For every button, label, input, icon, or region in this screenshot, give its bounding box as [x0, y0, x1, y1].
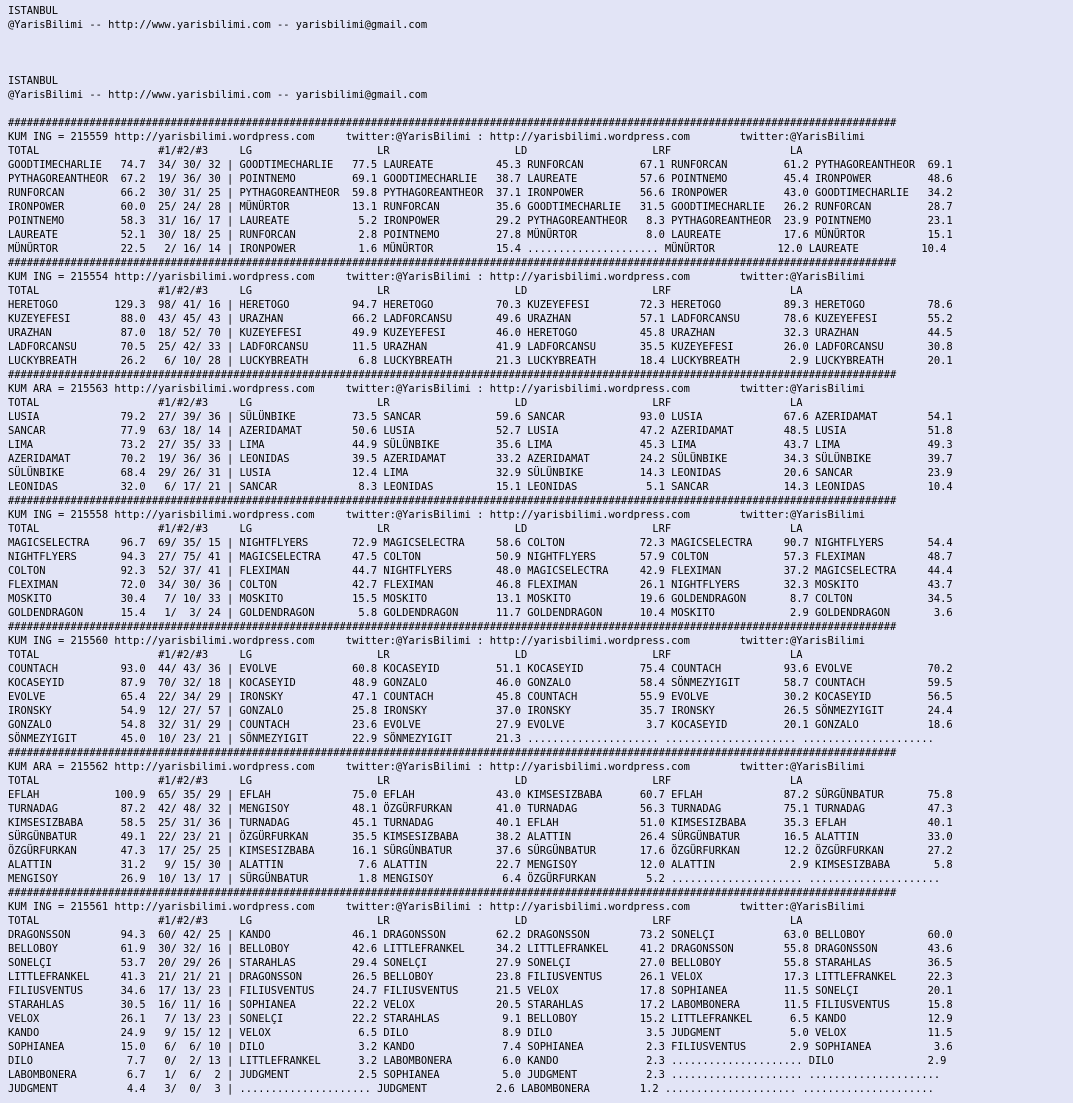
horse-row: STARAHLAS 30.5 16/ 11/ 16 | SOPHIANEA 22.2 VELOX 20.5 STARAHLAS 17.2 LABOMBONERA 11.5 FILIUSVENTUS 15.8 — [8, 999, 953, 1011]
horse-row: COLTON 92.3 52/ 37/ 41 | FLEXIMAN 44.7 NIGHTFLYERS 48.0 MAGICSELECTRA 42.9 FLEXIMAN 37.2 MAGICSELECTRA 44.4 — [8, 565, 953, 577]
horse-row: SÖNMEZYIGIT 45.0 10/ 23/ 21 | SÖNMEZYIGIT 22.9 SÖNMEZYIGIT 21.3 ..................... ..................... ..................... — [8, 733, 934, 745]
race-header-line: KUM ARA = 215563 http://yarisbilimi.wordpress.com twitter:@YarisBilimi : http://yarisbilimi.wordpress.com twitter:@YarisBilimi — [8, 383, 866, 395]
horse-row: PYTHAGOREANTHEOR 67.2 19/ 36/ 30 | POINTNEMO 69.1 GOODTIMECHARLIE 38.7 LAUREATE 57.6 POINTNEMO 45.4 IRONPOWER 48.6 — [8, 173, 953, 185]
contact-line: @YarisBilimi -- http://www.yarisbilimi.com -- yarisbilimi@gmail.com — [8, 89, 428, 101]
horse-row: BELLOBOY 61.9 30/ 32/ 16 | BELLOBOY 42.6 LITTLEFRANKEL 34.2 LITTLEFRANKEL 41.2 DRAGONSSON 55.8 DRAGONSSON 43.6 — [8, 943, 953, 955]
horse-row: MOSKITO 30.4 7/ 10/ 33 | MOSKITO 15.5 MOSKITO 13.1 MOSKITO 19.6 GOLDENDRAGON 8.7 COLTON 34.5 — [8, 593, 953, 605]
column-header-line: TOTAL #1/#2/#3 LG LR LD LRF LA — [8, 523, 803, 535]
horse-row: URAZHAN 87.0 18/ 52/ 70 | KUZEYEFESI 49.9 KUZEYEFESI 46.0 HERETOGO 45.8 URAZHAN 32.3 URAZHAN 44.5 — [8, 327, 953, 339]
section-separator: ############################################################################################################################################## — [8, 747, 897, 759]
city-title: ISTANBUL — [8, 75, 59, 87]
race-header-line: KUM ING = 215554 http://yarisbilimi.wordpress.com twitter:@YarisBilimi : http://yarisbilimi.wordpress.com twitter:@YarisBilimi — [8, 271, 866, 283]
horse-row: GONZALO 54.8 32/ 31/ 29 | COUNTACH 23.6 EVOLVE 27.9 EVOLVE 3.7 KOCASEYID 20.1 GONZALO 18.6 — [8, 719, 953, 731]
horse-row: FILIUSVENTUS 34.6 17/ 13/ 23 | FILIUSVENTUS 24.7 FILIUSVENTUS 21.5 VELOX 17.8 SOPHIANEA 11.5 SONELÇI 20.1 — [8, 985, 953, 997]
column-header-line: TOTAL #1/#2/#3 LG LR LD LRF LA — [8, 649, 803, 661]
horse-row: AZERIDAMAT 70.2 19/ 36/ 36 | LEONIDAS 39.5 AZERIDAMAT 33.2 AZERIDAMAT 24.2 SÜLÜNBIKE 34.3 SÜLÜNBIKE 39.7 — [8, 453, 953, 465]
horse-row: DRAGONSSON 94.3 60/ 42/ 25 | KANDO 46.1 DRAGONSSON 62.2 DRAGONSSON 73.2 SONELÇI 63.0 BELLOBOY 60.0 — [8, 929, 953, 941]
horse-row: ÖZGÜRFURKAN 47.3 17/ 25/ 25 | KIMSESIZBABA 16.1 SÜRGÜNBATUR 37.6 SÜRGÜNBATUR 17.6 ÖZGÜRFURKAN 12.2 ÖZGÜRFURKAN 27.2 — [8, 845, 953, 857]
section-separator: ############################################################################################################################################## — [8, 621, 897, 633]
horse-row: TURNADAG 87.2 42/ 48/ 32 | MENGISOY 48.1 ÖZGÜRFURKAN 41.0 TURNADAG 56.3 TURNADAG 75.1 TURNADAG 47.3 — [8, 803, 953, 815]
horse-row: FLEXIMAN 72.0 34/ 30/ 36 | COLTON 42.7 FLEXIMAN 46.8 FLEXIMAN 26.1 NIGHTFLYERS 32.3 MOSKITO 43.7 — [8, 579, 953, 591]
race-header-line: KUM ING = 215561 http://yarisbilimi.wordpress.com twitter:@YarisBilimi : http://yarisbilimi.wordpress.com twitter:@YarisBilimi — [8, 901, 866, 913]
race-header-line: KUM ING = 215558 http://yarisbilimi.wordpress.com twitter:@YarisBilimi : http://yarisbilimi.wordpress.com twitter:@YarisBilimi — [8, 509, 866, 521]
horse-row: EVOLVE 65.4 22/ 34/ 29 | IRONSKY 47.1 COUNTACH 45.8 COUNTACH 55.9 EVOLVE 30.2 KOCASEYID 56.5 — [8, 691, 953, 703]
horse-row: LITTLEFRANKEL 41.3 21/ 21/ 21 | DRAGONSSON 26.5 BELLOBOY 23.8 FILIUSVENTUS 26.1 VELOX 17.3 LITTLEFRANKEL 22.3 — [8, 971, 953, 983]
horse-row: LIMA 73.2 27/ 35/ 33 | LIMA 44.9 SÜLÜNBIKE 35.6 LIMA 45.3 LIMA 43.7 LIMA 49.3 — [8, 439, 953, 451]
blank-line — [8, 46, 1073, 60]
horse-row: MÜNÜRTOR 22.5 2/ 16/ 14 | IRONPOWER 1.6 MÜNÜRTOR 15.4 ..................... MÜNÜRTOR 12.0 LAUREATE 10.4 — [8, 243, 947, 255]
city-title: ISTANBUL — [8, 5, 59, 17]
horse-row: KIMSESIZBABA 58.5 25/ 31/ 36 | TURNADAG 45.1 TURNADAG 40.1 EFLAH 51.0 KIMSESIZBABA 35.3 EFLAH 40.1 — [8, 817, 953, 829]
horse-row: MENGISOY 26.9 10/ 13/ 17 | SÜRGÜNBATUR 1.8 MENGISOY 6.4 ÖZGÜRFURKAN 5.2 ..................... ..................... — [8, 873, 941, 885]
horse-row: LAUREATE 52.1 30/ 18/ 25 | RUNFORCAN 2.8 POINTNEMO 27.8 MÜNÜRTOR 8.0 LAUREATE 17.6 MÜNÜRTOR 15.1 — [8, 229, 953, 241]
section-separator: ############################################################################################################################################## — [8, 887, 897, 899]
horse-row: KUZEYEFESI 88.0 43/ 45/ 43 | URAZHAN 66.2 LADFORCANSU 49.6 URAZHAN 57.1 LADFORCANSU 78.6 KUZEYEFESI 55.2 — [8, 313, 953, 325]
race-header-line: KUM ING = 215560 http://yarisbilimi.wordpress.com twitter:@YarisBilimi : http://yarisbilimi.wordpress.com twitter:@YarisBilimi — [8, 635, 866, 647]
horse-row: MAGICSELECTRA 96.7 69/ 35/ 15 | NIGHTFLYERS 72.9 MAGICSELECTRA 58.6 COLTON 72.3 MAGICSELECTRA 90.7 NIGHTFLYERS 54.4 — [8, 537, 953, 549]
horse-row: ALATTIN 31.2 9/ 15/ 30 | ALATTIN 7.6 ALATTIN 22.7 MENGISOY 12.0 ALATTIN 2.9 KIMSESIZBABA 5.8 — [8, 859, 953, 871]
column-header-line: TOTAL #1/#2/#3 LG LR LD LRF LA — [8, 397, 803, 409]
column-header-line: TOTAL #1/#2/#3 LG LR LD LRF LA — [8, 775, 803, 787]
horse-row: GOLDENDRAGON 15.4 1/ 3/ 24 | GOLDENDRAGON 5.8 GOLDENDRAGON 11.7 GOLDENDRAGON 10.4 MOSKITO 2.9 GOLDENDRAGON 3.6 — [8, 607, 953, 619]
blank-line — [8, 32, 1073, 46]
horse-row: RUNFORCAN 66.2 30/ 31/ 25 | PYTHAGOREANTHEOR 59.8 PYTHAGOREANTHEOR 37.1 IRONPOWER 56.6 IRONPOWER 43.0 GOODTIMECHARLIE 34.2 — [8, 187, 953, 199]
section-separator: ############################################################################################################################################## — [8, 257, 897, 269]
horse-row: EFLAH 100.9 65/ 35/ 29 | EFLAH 75.0 EFLAH 43.0 KIMSESIZBABA 60.7 EFLAH 87.2 SÜRGÜNBATUR 75.8 — [8, 789, 953, 801]
horse-row: DILO 7.7 0/ 2/ 13 | LITTLEFRANKEL 3.2 LABOMBONERA 6.0 KANDO 2.3 ..................... DILO 2.9 — [8, 1055, 947, 1067]
horse-row: SÜLÜNBIKE 68.4 29/ 26/ 31 | LUSIA 12.4 LIMA 32.9 SÜLÜNBIKE 14.3 LEONIDAS 20.6 SANCAR 23.9 — [8, 467, 953, 479]
column-header-line: TOTAL #1/#2/#3 LG LR LD LRF LA — [8, 915, 803, 927]
horse-row: LUCKYBREATH 26.2 6/ 10/ 28 | LUCKYBREATH 6.8 LUCKYBREATH 21.3 LUCKYBREATH 18.4 LUCKYBREATH 2.9 LUCKYBREATH 20.1 — [8, 355, 953, 367]
horse-row: COUNTACH 93.0 44/ 43/ 36 | EVOLVE 60.8 KOCASEYID 51.1 KOCASEYID 75.4 COUNTACH 93.6 EVOLVE 70.2 — [8, 663, 953, 675]
horse-row: SONELÇI 53.7 20/ 29/ 26 | STARAHLAS 29.4 SONELÇI 27.9 SONELÇI 27.0 BELLOBOY 55.8 STARAHLAS 36.5 — [8, 957, 953, 969]
section-separator: ############################################################################################################################################## — [8, 495, 897, 507]
column-header-line: TOTAL #1/#2/#3 LG LR LD LRF LA — [8, 145, 803, 157]
horse-row: KOCASEYID 87.9 70/ 32/ 18 | KOCASEYID 48.9 GONZALO 46.0 GONZALO 58.4 SÖNMEZYIGIT 58.7 COUNTACH 59.5 — [8, 677, 953, 689]
horse-row: SÜRGÜNBATUR 49.1 22/ 23/ 21 | ÖZGÜRFURKAN 35.5 KIMSESIZBABA 38.2 ALATTIN 26.4 SÜRGÜNBATUR 16.5 ALATTIN 33.0 — [8, 831, 953, 843]
horse-row: POINTNEMO 58.3 31/ 16/ 17 | LAUREATE 5.2 IRONPOWER 29.2 PYTHAGOREANTHEOR 8.3 PYTHAGOREANTHEOR 23.9 POINTNEMO 23.1 — [8, 215, 953, 227]
race-header-line: KUM ARA = 215562 http://yarisbilimi.wordpress.com twitter:@YarisBilimi : http://yarisbilimi.wordpress.com twitter:@YarisBilimi — [8, 761, 866, 773]
horse-row: SOPHIANEA 15.0 6/ 6/ 10 | DILO 3.2 KANDO 7.4 SOPHIANEA 2.3 FILIUSVENTUS 2.9 SOPHIANEA 3.6 — [8, 1041, 953, 1053]
race-header-line: KUM ING = 215559 http://yarisbilimi.wordpress.com twitter:@YarisBilimi : http://yarisbilimi.wordpress.com twitter:@YarisBilimi — [8, 131, 866, 143]
horse-row: LUSIA 79.2 27/ 39/ 36 | SÜLÜNBIKE 73.5 SANCAR 59.6 SANCAR 93.0 LUSIA 67.6 AZERIDAMAT 54.1 — [8, 411, 953, 423]
horse-row: LABOMBONERA 6.7 1/ 6/ 2 | JUDGMENT 2.5 SOPHIANEA 5.0 JUDGMENT 2.3 ..................... ..................... — [8, 1069, 941, 1081]
blank-line — [8, 102, 1073, 116]
section-separator: ############################################################################################################################################## — [8, 369, 897, 381]
horse-row: GOODTIMECHARLIE 74.7 34/ 30/ 32 | GOODTIMECHARLIE 77.5 LAUREATE 45.3 RUNFORCAN 67.1 RUNFORCAN 61.2 PYTHAGOREANTHEOR 69.1 — [8, 159, 953, 171]
horse-row: SANCAR 77.9 63/ 18/ 14 | AZERIDAMAT 50.6 LUSIA 52.7 LUSIA 47.2 AZERIDAMAT 48.5 LUSIA 51.8 — [8, 425, 953, 437]
section-separator: ############################################################################################################################################## — [8, 117, 897, 129]
horse-row: IRONSKY 54.9 12/ 27/ 57 | GONZALO 25.8 IRONSKY 37.0 IRONSKY 35.7 IRONSKY 26.5 SÖNMEZYIGIT 24.4 — [8, 705, 953, 717]
horse-row: IRONPOWER 60.0 25/ 24/ 28 | MÜNÜRTOR 13.1 RUNFORCAN 35.6 GOODTIMECHARLIE 31.5 GOODTIMECHARLIE 26.2 RUNFORCAN 28.7 — [8, 201, 953, 213]
column-header-line: TOTAL #1/#2/#3 LG LR LD LRF LA — [8, 285, 803, 297]
horse-row: LEONIDAS 32.0 6/ 17/ 21 | SANCAR 8.3 LEONIDAS 15.1 LEONIDAS 5.1 SANCAR 14.3 LEONIDAS 10.4 — [8, 481, 953, 493]
horse-row: VELOX 26.1 7/ 13/ 23 | SONELÇI 22.2 STARAHLAS 9.1 BELLOBOY 15.2 LITTLEFRANKEL 6.5 KANDO 12.9 — [8, 1013, 953, 1025]
horse-row: JUDGMENT 4.4 3/ 0/ 3 | ..................... JUDGMENT 2.6 LABOMBONERA 1.2 ..................... ..................... — [8, 1083, 934, 1095]
blank-line — [8, 60, 1073, 74]
horse-row: NIGHTFLYERS 94.3 27/ 75/ 41 | MAGICSELECTRA 47.5 COLTON 50.9 NIGHTFLYERS 57.9 COLTON 57.3 FLEXIMAN 48.7 — [8, 551, 953, 563]
contact-line: @YarisBilimi -- http://www.yarisbilimi.com -- yarisbilimi@gmail.com — [8, 19, 428, 31]
horse-row: LADFORCANSU 70.5 25/ 42/ 33 | LADFORCANSU 11.5 URAZHAN 41.9 LADFORCANSU 35.5 KUZEYEFESI 26.0 LADFORCANSU 30.8 — [8, 341, 953, 353]
horse-row: KANDO 24.9 9/ 15/ 12 | VELOX 6.5 DILO 8.9 DILO 3.5 JUDGMENT 5.0 VELOX 11.5 — [8, 1027, 953, 1039]
horse-row: HERETOGO 129.3 98/ 41/ 16 | HERETOGO 94.7 HERETOGO 70.3 KUZEYEFESI 72.3 HERETOGO 89.3 HERETOGO 78.6 — [8, 299, 953, 311]
